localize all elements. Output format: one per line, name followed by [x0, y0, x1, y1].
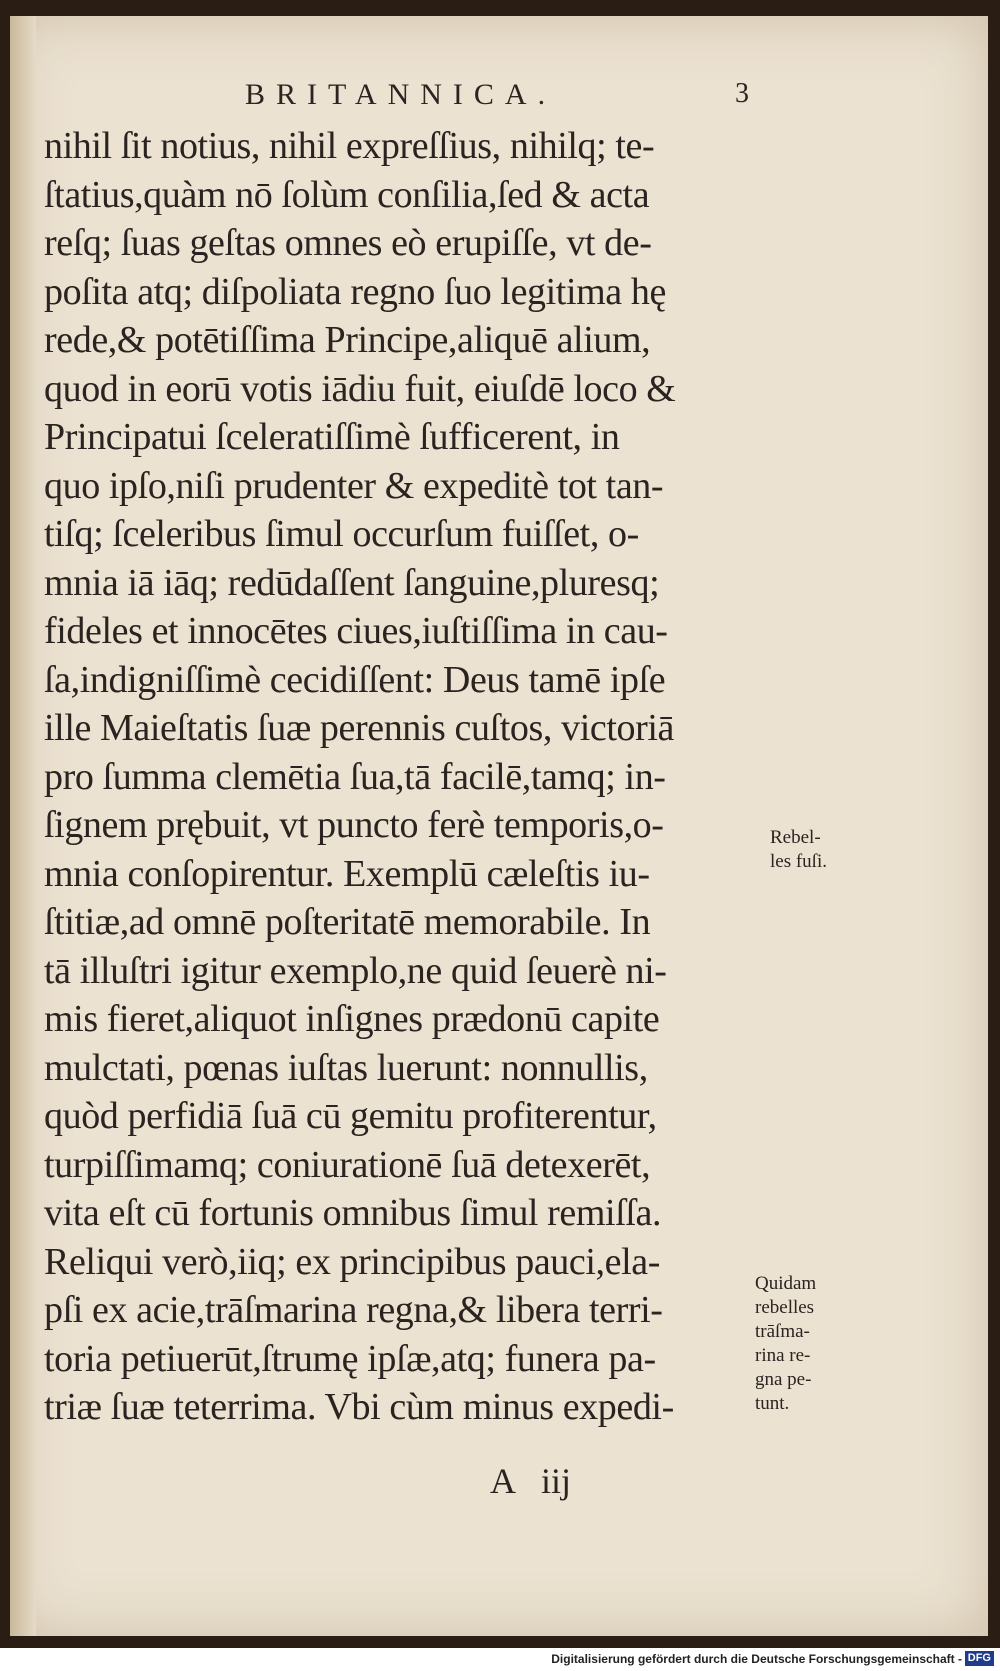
- text-line: poſita atq; diſpoliata regno ſuo legitima hę: [44, 270, 666, 313]
- marginal-note-line: rebelles: [755, 1297, 815, 1318]
- page-gutter-shadow: [10, 16, 36, 1636]
- text-line: pſi ex acie,trāſmarina regna,& libera terri-: [44, 1289, 663, 1331]
- signature-mark: A iij: [490, 1461, 572, 1501]
- marginal-note-line: gna pe-: [755, 1369, 812, 1390]
- text-line: tiſq; ſceleribus ſimul occurſum fuiſſet, o-: [44, 513, 639, 555]
- text-line: mnia conſopirentur. Exemplū cæleſtis iu-: [44, 852, 650, 895]
- funding-credit: Digitalisierung gefördert durch die Deutsche Forschungsgemeinschaft -: [551, 1652, 962, 1666]
- main-text-block: [44, 122, 764, 1432]
- text-line: quòd perfidiā ſuā cū gemitu profiterentur,: [44, 1095, 657, 1137]
- text-line: turpiſſimamq; coniurationē ſuā detexerēt,: [44, 1143, 651, 1186]
- dfg-logo: DFG: [965, 1651, 994, 1666]
- text-line: toria petiuerūt,ſtrumę ipſæ,atq; funera pa-: [44, 1337, 656, 1380]
- marginal-note-line: rina re-: [755, 1345, 811, 1366]
- text-line: ſtatius,quàm nō ſolùm conſilia,ſed & acta: [44, 173, 650, 216]
- text-line: mulctati, pœnas iuſtas luerunt: nonnullis,: [44, 1046, 648, 1089]
- footer-bar: [0, 1648, 1000, 1671]
- text-line: vita eſt cū fortunis omnibus ſimul remiſſa.: [44, 1192, 662, 1234]
- marginal-note-line: Quidam: [755, 1273, 817, 1294]
- text-line: mis fieret,aliquot inſignes prædonū capite: [44, 998, 660, 1040]
- text-line: nihil ſit notius, nihil expreſſius, nihilq; te-: [44, 125, 655, 167]
- text-line: Reliqui verò,iiq; ex principibus pauci,ela-: [44, 1240, 660, 1283]
- text-line: fideles et innocētes ciues,iuſtiſſima in cau-: [44, 610, 668, 652]
- text-line: mnia iā iāq; redūdaſſent ſanguine,pluresq;: [44, 561, 660, 604]
- text-line: pro ſumma clemētia ſua,tā facilē,tamq; in-: [44, 755, 666, 798]
- text-line: Principatui ſceleratiſſimè ſufficerent, in: [44, 416, 620, 458]
- text-line: quo ipſo,niſi prudenter & expeditè tot tan-: [44, 464, 664, 507]
- marginal-note-line: tunt.: [755, 1393, 790, 1414]
- marginal-note-line: les fuſi.: [770, 851, 827, 872]
- running-head: BRITANNICA.: [245, 78, 557, 111]
- text-line: ſignem prębuit, vt puncto ferè temporis,o-: [44, 804, 664, 846]
- text-line: rede,& potētiſſima Principe,aliquē alium,: [44, 319, 651, 361]
- text-line: reſq; ſuas geſtas omnes eò erupiſſe, vt de-: [44, 222, 652, 264]
- text-line: tā illuſtri igitur exemplo,ne quid ſeuerè ni-: [44, 949, 667, 992]
- marginal-note-rebels: [770, 826, 827, 874]
- text-line: ille Maieſtatis ſuæ perennis cuſtos, victoriā: [44, 707, 674, 749]
- marginal-note-exiles: [755, 1272, 816, 1416]
- marginal-note-line: Rebel-: [770, 827, 821, 848]
- text-line: triæ ſuæ teterrima. Vbi cùm minus expedi-: [44, 1386, 674, 1428]
- text-line: quod in eorū votis iādiu fuit, eiuſdē loco &: [44, 367, 676, 410]
- marginal-note-line: trāſma-: [755, 1321, 810, 1342]
- text-line: ſa,indigniſſimè cecidiſſent: Deus tamē ipſe: [44, 658, 666, 701]
- text-line: ſtitiæ,ad omnē poſteritatē memorabile. In: [44, 901, 651, 943]
- book-page: [10, 16, 988, 1636]
- page-number: 3: [735, 78, 749, 109]
